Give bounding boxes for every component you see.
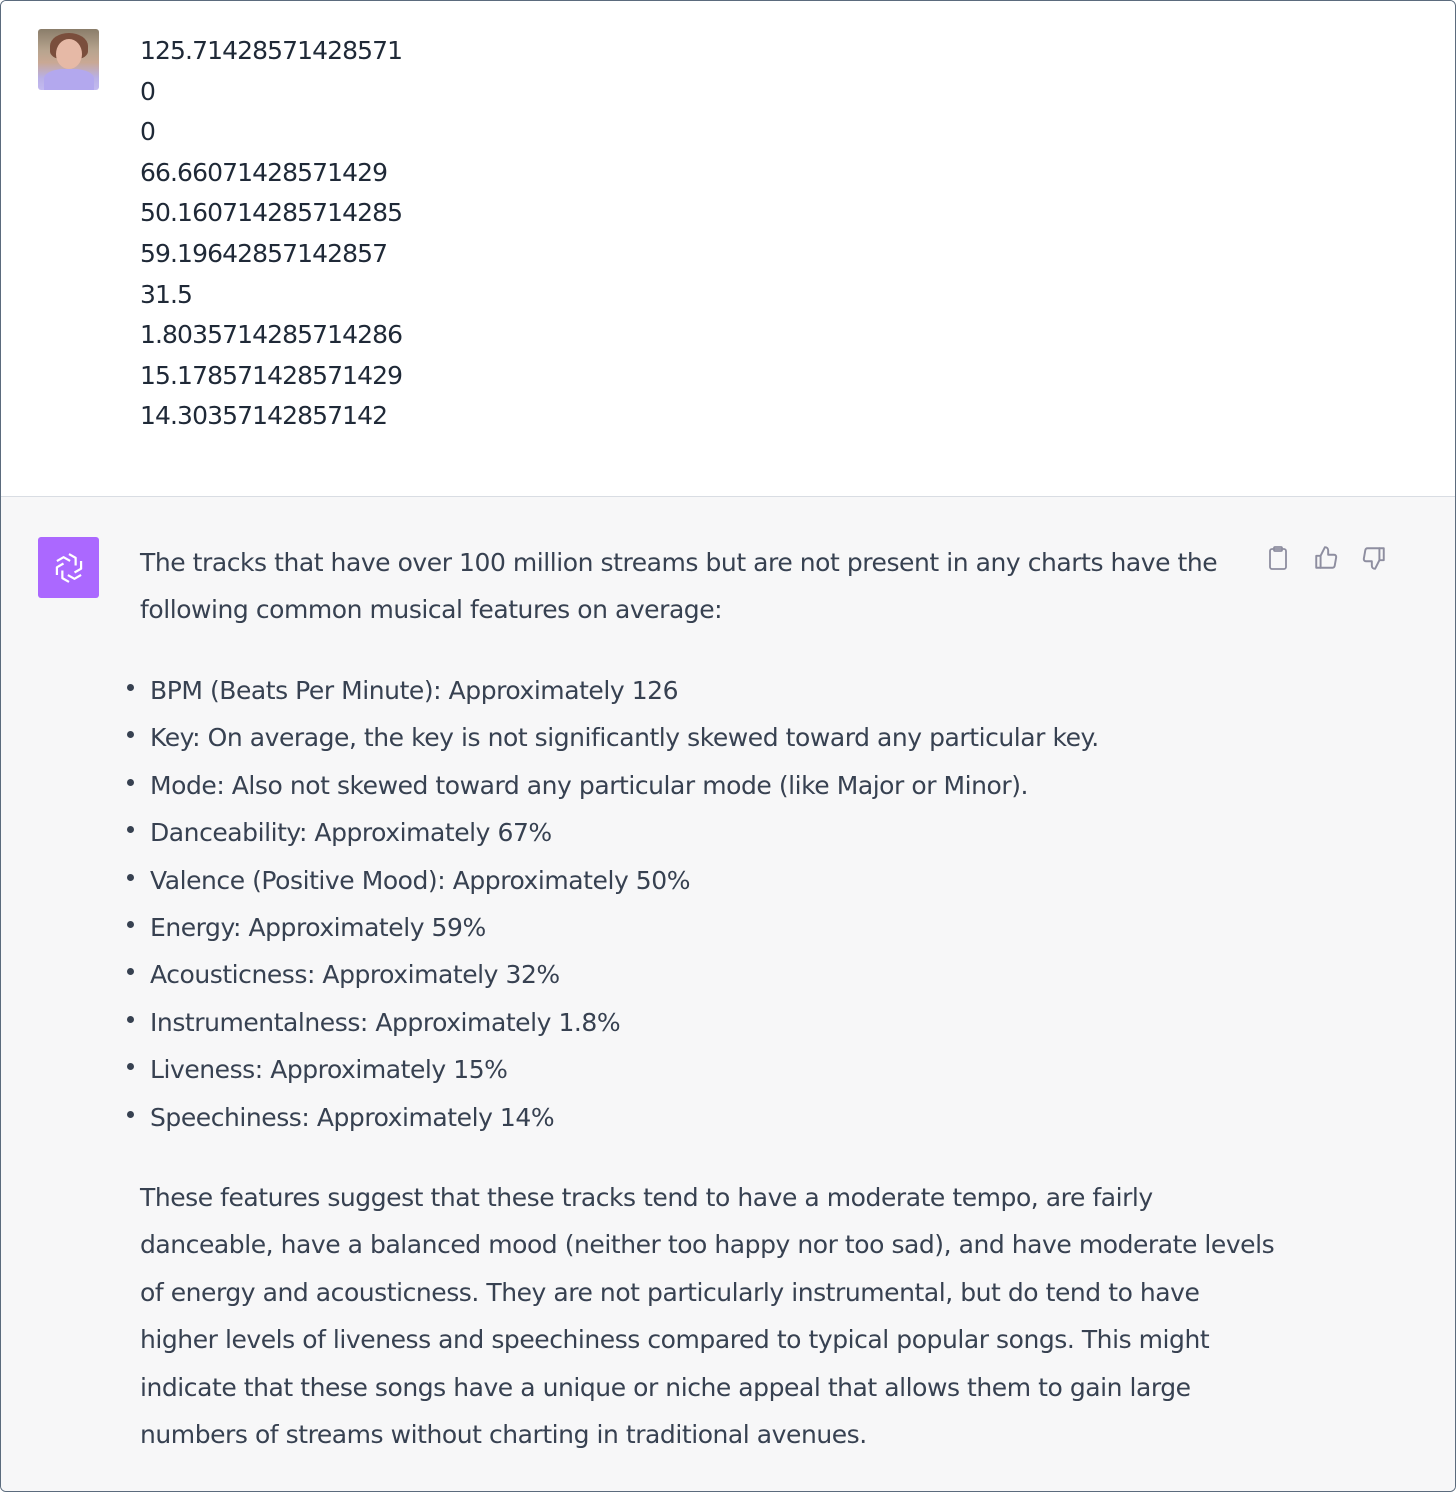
summary-line: danceable, have a balanced mood (neither too happy nor too sad), and have moderate levels bbox=[140, 1230, 1275, 1260]
message-actions bbox=[1263, 543, 1389, 573]
list-item-text: Liveness: Approximately 15% bbox=[150, 1055, 508, 1085]
user-message-text bbox=[140, 31, 402, 437]
user-line: 15.178571428571429 bbox=[140, 360, 403, 390]
thumbs-down-button[interactable] bbox=[1359, 543, 1389, 573]
thumbs-down-icon bbox=[1361, 545, 1387, 571]
clipboard-icon bbox=[1266, 545, 1290, 571]
list-item-text: Danceability: Approximately 67% bbox=[150, 818, 552, 848]
assistant-message bbox=[1, 497, 1455, 1492]
summary-line: numbers of streams without charting in traditional avenues. bbox=[140, 1419, 867, 1449]
user-line: 1.8035714285714286 bbox=[140, 320, 403, 350]
summary-line: These features suggest that these tracks tend to have a moderate tempo, are fairly bbox=[140, 1183, 1153, 1212]
openai-logo-icon bbox=[38, 537, 99, 598]
list-item-text: Acousticness: Approximately 32% bbox=[150, 960, 560, 990]
list-item-text: Speechiness: Approximately 14% bbox=[150, 1102, 555, 1132]
user-line: 31.5 bbox=[140, 279, 193, 309]
feature-list bbox=[125, 667, 1099, 1141]
list-item-text: Instrumentalness: Approximately 1.8% bbox=[150, 1007, 621, 1037]
summary-line: higher levels of liveness and speechiness compared to typical popular songs. This might bbox=[140, 1325, 1210, 1355]
list-item bbox=[125, 1046, 1099, 1093]
list-item bbox=[125, 667, 1099, 714]
assistant-summary bbox=[140, 1174, 1274, 1458]
thumbs-up-icon bbox=[1313, 545, 1339, 571]
user-avatar bbox=[38, 29, 99, 90]
list-item bbox=[125, 857, 1099, 904]
list-item bbox=[125, 1094, 1099, 1141]
user-message bbox=[1, 1, 1455, 496]
list-item-text: BPM (Beats Per Minute): Approximately 126 bbox=[150, 676, 679, 705]
intro-line: The tracks that have over 100 million streams but are not present in any charts have the bbox=[140, 548, 1218, 577]
user-line: 59.19642857142857 bbox=[140, 238, 388, 268]
assistant-intro bbox=[140, 539, 1217, 634]
list-item bbox=[125, 809, 1099, 856]
summary-line: of energy and acousticness. They are not particularly instrumental, but do tend to have bbox=[140, 1277, 1200, 1307]
user-line: 50.160714285714285 bbox=[140, 198, 403, 228]
list-item-text: Key: On average, the key is not significantly skewed toward any particular key. bbox=[150, 723, 1099, 753]
list-item-text: Mode: Also not skewed toward any particular mode (like Major or Minor). bbox=[150, 770, 1029, 800]
user-line: 125.71428571428571 bbox=[140, 36, 403, 65]
list-item bbox=[125, 714, 1099, 761]
user-line: 66.66071428571429 bbox=[140, 157, 388, 187]
summary-line: indicate that these songs have a unique or niche appeal that allows them to gain large bbox=[140, 1372, 1191, 1402]
intro-line: following common musical features on average: bbox=[140, 595, 723, 625]
copy-button[interactable] bbox=[1263, 543, 1293, 573]
thumbs-up-button[interactable] bbox=[1311, 543, 1341, 573]
user-line: 0 bbox=[140, 117, 156, 147]
list-item bbox=[125, 904, 1099, 951]
list-item bbox=[125, 951, 1099, 998]
list-item bbox=[125, 762, 1099, 809]
list-item-text: Energy: Approximately 59% bbox=[150, 912, 486, 942]
user-line: 14.30357142857142 bbox=[140, 401, 388, 431]
user-line: 0 bbox=[140, 76, 156, 106]
list-item bbox=[125, 999, 1099, 1046]
list-item-text: Valence (Positive Mood): Approximately 50% bbox=[150, 865, 690, 895]
